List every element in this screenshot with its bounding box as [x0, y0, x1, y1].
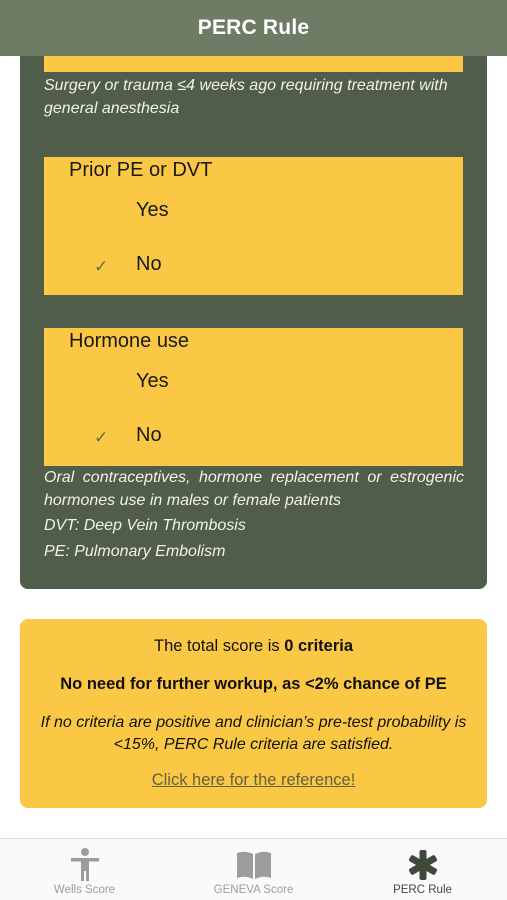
tab-perc-rule[interactable] [338, 839, 507, 900]
page-title: PERC Rule [197, 16, 310, 39]
question-title: Hormone use [69, 330, 190, 352]
option-label: Yes [136, 199, 169, 221]
asterisk-icon [338, 847, 507, 883]
hormone-yes-option[interactable] [44, 362, 463, 402]
result-panel [20, 619, 487, 808]
tab-label: PERC Rule [393, 884, 452, 896]
conclusion-text: No need for further workup, as <2% chance of PE [60, 675, 447, 693]
option-label: No [136, 424, 162, 446]
option-label: Yes [136, 370, 169, 392]
option-label: No [136, 253, 162, 275]
hormone-no-option[interactable] [44, 416, 463, 456]
navigation-bar [0, 0, 507, 56]
prior-pe-yes-option[interactable] [44, 191, 463, 231]
score-prefix: The total score is [153, 637, 285, 655]
criteria-card [20, 0, 487, 589]
hormone-use-note: Oral contraceptives, hormone replacement or estrogenic hormones use in males or female patients [44, 469, 464, 509]
tab-label: Wells Score [53, 884, 116, 896]
total-score-text [20, 637, 487, 656]
prior-pe-dvt-question [44, 157, 463, 295]
surgery-trauma-note: Surgery or trauma ≤4 weeks ago requiring treatment with general anesthesia [44, 77, 448, 117]
dvt-definition-note: DVT: Deep Vein Thrombosis [44, 517, 246, 534]
tab-label: GENEVA Score [213, 884, 294, 896]
tab-geneva-score[interactable] [169, 839, 338, 900]
tab-wells-score[interactable] [0, 839, 169, 900]
person-icon [0, 847, 169, 883]
pe-definition-note: PE: Pulmonary Embolism [44, 543, 226, 560]
hormone-use-question [44, 328, 463, 466]
prior-pe-no-option[interactable] [44, 245, 463, 285]
checkmark-icon: ✓ [94, 257, 109, 276]
checkmark-icon: ✓ [94, 428, 109, 447]
reference-link[interactable]: Click here for the reference! [151, 771, 356, 789]
score-value: 0 criteria [284, 637, 354, 655]
book-icon [169, 847, 338, 883]
question-title: Prior PE or DVT [69, 159, 213, 181]
tab-bar [0, 838, 507, 900]
explanation-text: If no criteria are positive and clinician’s pre-test probability is <15%, PERC Rule criteria are satisfied. [40, 714, 467, 753]
